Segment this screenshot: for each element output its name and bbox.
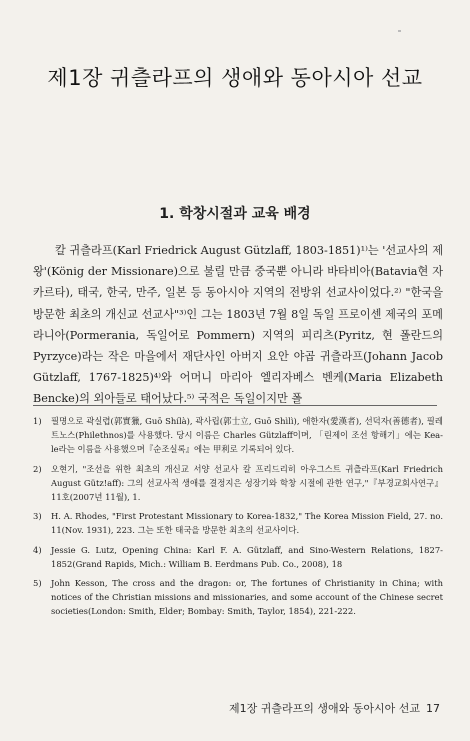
- footnote-5: [33, 576, 443, 619]
- footnote-divider: [33, 405, 437, 406]
- body-paragraph: 칼 귀츨라프(Karl Friedrick August Gützlaff, 1803-1851)¹⁾는 '선교사의 제왕'(König der Missionare)으로 불릴 만큼 중국뿐 아니라 바타비아(Batavia현 자카르타), 태국, 한국, 만주, 일본 등 동아시아 지역의 전방위 선교사이었다.²⁾ "한국을 방문한 최초의 개신교 선교사"³⁾인 그는 1803년 7월 8일 독일 프로이센 제국의 포메라니아(Pormerania, 독일어로 Pommern) 지역의 피리츠(Pyritz, 현 폴란드의 Pyrzyce)라는 작은 마을에서 재단사인 아버지 요안 야곱 귀츨라프(Johann Jacob Gützlaff, 1767-1825)⁴⁾와 어머니 마리아 엘리자베스 벤케(Maria Elizabeth Bencke)의 외아들로 태어났다.⁵⁾ 국적은 독일이지만 폴: [33, 244, 443, 406]
- footnote-text: H. A. Rhodes, "First Protestant Missionary to Korea-1832," The Korea Mission Field, 27. no. 11(Nov. 1931), 223. 그는 또한 태국을 방문한 최초의 선교사이다.: [51, 511, 443, 536]
- footnote-text: John Kesson, The cross and the dragon: or, The fortunes of Christianity in China; with notices of the Christian missions and missionaries, and some account of the Chinese secret societies(London: Smith, Elder; Bombay: Smith, Taylor, 1854), 221-222.: [51, 578, 443, 617]
- page-number: 17: [426, 702, 440, 715]
- footnotes: [33, 414, 443, 624]
- footnote-text: Jessie G. Lutz, Opening China: Karl F. A. Gützlaff, and Sino-Western Relations, 1827-1852(Grand Rapids, Mich.: William B. Eerdmans Pub. Co., 2008), 18: [51, 544, 443, 569]
- footnote-number: 4): [33, 544, 42, 555]
- section-title: 1. 학창시절과 교육 배경: [159, 206, 311, 222]
- body-text: [33, 240, 443, 410]
- footnote-number: 1): [33, 416, 42, 426]
- footnote-1: [33, 414, 443, 457]
- running-title: 제1장 귀츨라프의 생애와 동아시아 선교: [229, 702, 420, 715]
- print-speck: [398, 30, 401, 32]
- footnote-number: 5): [33, 578, 42, 589]
- footnote-text: 필명으로 곽실렵(郭實獵, Guō Shílà), 곽사립(郭士立, Guō Shìlì), 애한자(愛漢者), 선덕자(善德者), 필레트노스(Philethnos)를 사용했다. 당시 이름은 Charles Gützlaff이며, 「린제이 조선 항해기」에는 Kea-le라는 이름을 사용했으며『순조실록』에는 甲利로 기록되어 있다.: [51, 416, 443, 455]
- footnote-number: 2): [33, 463, 42, 474]
- chapter-title: 제1장 귀츨라프의 생애와 동아시아 선교: [47, 66, 423, 90]
- footnote-number: 3): [33, 511, 42, 522]
- footnote-text: 오현기, "조선을 위한 최초의 개신교 서양 선교사 칼 프리드리히 아우그스트 귀츨라프(Karl Friedrich August Gütz!aff): 그의 선교사적 생애를 결정지은 성장기와 학창 시절에 관한 연구,"『부경교회사연구』11호(2007년 11월), 1.: [51, 463, 443, 503]
- footnote-3: [33, 509, 443, 537]
- footnote-2: [33, 462, 443, 505]
- footnote-4: [33, 543, 443, 571]
- running-footer: [223, 700, 440, 716]
